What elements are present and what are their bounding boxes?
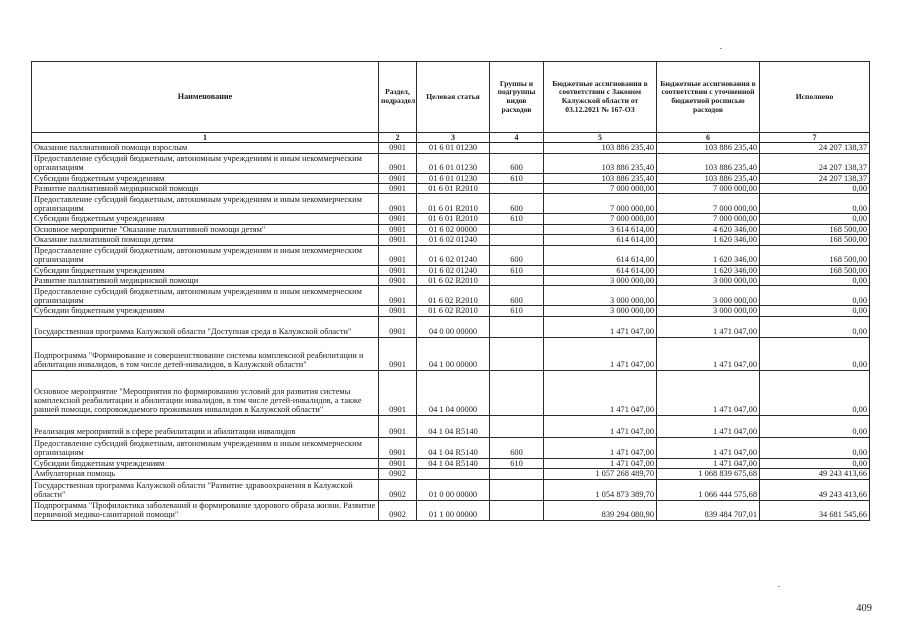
row-expense-group bbox=[490, 276, 544, 286]
row-law-amount: 1 471 047,00 bbox=[544, 370, 657, 415]
header-executed: Исполнено bbox=[760, 62, 870, 133]
column-number: 6 bbox=[657, 133, 760, 143]
row-expense-group bbox=[490, 370, 544, 415]
table-row bbox=[32, 184, 870, 194]
row-section: 0901 bbox=[379, 337, 417, 370]
row-name: Амбулаторная помощь bbox=[32, 469, 379, 479]
table-row bbox=[32, 153, 870, 173]
row-expense-group: 600 bbox=[490, 194, 544, 214]
row-target-article: 01 6 01 R2010 bbox=[417, 194, 490, 214]
row-law-amount: 103 886 235,40 bbox=[544, 153, 657, 173]
column-number-row bbox=[32, 133, 870, 143]
row-section: 0901 bbox=[379, 235, 417, 245]
row-expense-group bbox=[490, 316, 544, 337]
row-law-amount: 1 471 047,00 bbox=[544, 337, 657, 370]
table-header-row bbox=[32, 62, 870, 133]
table-row bbox=[32, 479, 870, 500]
row-executed-amount: 168 500,00 bbox=[760, 245, 870, 265]
row-expense-group: 600 bbox=[490, 245, 544, 265]
row-target-article: 01 6 02 R2010 bbox=[417, 286, 490, 306]
row-executed-amount: 0,00 bbox=[760, 437, 870, 458]
row-name: Подпрограмма "Формирование и совершенствование системы комплексной реабилитации и абилитации инвалидов, в том числе детей-инвалидов, в Калужской области" bbox=[32, 337, 379, 370]
row-section: 0901 bbox=[379, 265, 417, 275]
page-number: 409 bbox=[856, 603, 872, 614]
table-row bbox=[32, 469, 870, 479]
table-row bbox=[32, 265, 870, 275]
row-name: Субсидии бюджетным учреждениям bbox=[32, 173, 379, 183]
row-plan-amount: 3 000 000,00 bbox=[657, 286, 760, 306]
row-executed-amount: 0,00 bbox=[760, 214, 870, 224]
row-executed-amount: 0,00 bbox=[760, 316, 870, 337]
row-expense-group: 610 bbox=[490, 173, 544, 183]
row-law-amount: 3 000 000,00 bbox=[544, 306, 657, 316]
row-expense-group bbox=[490, 224, 544, 234]
row-section: 0901 bbox=[379, 214, 417, 224]
column-number: 3 bbox=[417, 133, 490, 143]
row-law-amount: 3 614 614,00 bbox=[544, 224, 657, 234]
row-section: 0902 bbox=[379, 469, 417, 479]
row-plan-amount: 1 068 839 675,68 bbox=[657, 469, 760, 479]
row-name: Развитие паллиативной медицинской помощи bbox=[32, 276, 379, 286]
row-section: 0902 bbox=[379, 479, 417, 500]
row-executed-amount: 0,00 bbox=[760, 184, 870, 194]
row-target-article: 01 6 01 R2010 bbox=[417, 214, 490, 224]
table-row bbox=[32, 337, 870, 370]
row-name: Предоставление субсидий бюджетным, автономным учреждениям и иным некоммерческим организациям bbox=[32, 153, 379, 173]
scan-speck bbox=[720, 48, 722, 49]
header-name: Наименование bbox=[32, 62, 379, 133]
column-number: 5 bbox=[544, 133, 657, 143]
table-row bbox=[32, 194, 870, 214]
row-target-article: 01 6 02 01240 bbox=[417, 235, 490, 245]
row-plan-amount: 1 620 346,00 bbox=[657, 235, 760, 245]
row-executed-amount: 49 243 413,66 bbox=[760, 469, 870, 479]
row-section: 0901 bbox=[379, 316, 417, 337]
row-plan-amount: 1 066 444 575,68 bbox=[657, 479, 760, 500]
row-executed-amount: 24 207 138,37 bbox=[760, 173, 870, 183]
row-law-amount: 1 057 268 489,70 bbox=[544, 469, 657, 479]
row-executed-amount: 49 243 413,66 bbox=[760, 479, 870, 500]
row-name: Предоставление субсидий бюджетным, автономным учреждениям и иным некоммерческим организациям bbox=[32, 437, 379, 458]
row-expense-group bbox=[490, 184, 544, 194]
row-law-amount: 614 614,00 bbox=[544, 235, 657, 245]
row-plan-amount: 103 886 235,40 bbox=[657, 143, 760, 153]
row-expense-group bbox=[490, 235, 544, 245]
row-law-amount: 3 000 000,00 bbox=[544, 286, 657, 306]
row-expense-group: 600 bbox=[490, 153, 544, 173]
row-target-article: 01 6 02 01240 bbox=[417, 245, 490, 265]
row-section: 0901 bbox=[379, 143, 417, 153]
row-plan-amount: 7 000 000,00 bbox=[657, 214, 760, 224]
table-row bbox=[32, 370, 870, 415]
row-target-article: 04 1 04 R5140 bbox=[417, 415, 490, 437]
row-section: 0901 bbox=[379, 184, 417, 194]
row-plan-amount: 1 471 047,00 bbox=[657, 316, 760, 337]
scan-speck bbox=[778, 586, 780, 587]
row-executed-amount: 34 681 545,66 bbox=[760, 500, 870, 520]
header-section: Раздел, подраздел bbox=[379, 62, 417, 133]
row-plan-amount: 4 620 346,00 bbox=[657, 224, 760, 234]
table-row bbox=[32, 306, 870, 316]
row-target-article bbox=[417, 469, 490, 479]
row-executed-amount: 168 500,00 bbox=[760, 235, 870, 245]
row-target-article: 01 6 01 R2010 bbox=[417, 184, 490, 194]
row-target-article: 04 1 00 00000 bbox=[417, 337, 490, 370]
row-plan-amount: 1 620 346,00 bbox=[657, 265, 760, 275]
row-target-article: 01 6 02 01240 bbox=[417, 265, 490, 275]
table-row bbox=[32, 245, 870, 265]
table-row bbox=[32, 437, 870, 458]
row-target-article: 01 1 00 00000 bbox=[417, 500, 490, 520]
table-row bbox=[32, 458, 870, 468]
row-section: 0901 bbox=[379, 415, 417, 437]
row-expense-group bbox=[490, 415, 544, 437]
header-expense-group: Группы и подгруппы видов расходов bbox=[490, 62, 544, 133]
table-row bbox=[32, 500, 870, 520]
row-target-article: 01 6 02 R2010 bbox=[417, 276, 490, 286]
table-row bbox=[32, 286, 870, 306]
row-executed-amount: 0,00 bbox=[760, 370, 870, 415]
row-target-article: 01 6 01 01230 bbox=[417, 143, 490, 153]
row-plan-amount: 1 620 346,00 bbox=[657, 245, 760, 265]
column-number: 1 bbox=[32, 133, 379, 143]
table-row bbox=[32, 276, 870, 286]
row-expense-group bbox=[490, 337, 544, 370]
row-plan-amount: 1 471 047,00 bbox=[657, 337, 760, 370]
table-row bbox=[32, 415, 870, 437]
row-name: Оказание паллиативной помощи детям bbox=[32, 235, 379, 245]
row-target-article: 01 6 02 00000 bbox=[417, 224, 490, 234]
row-law-amount: 1 471 047,00 bbox=[544, 458, 657, 468]
row-plan-amount: 1 471 047,00 bbox=[657, 415, 760, 437]
row-section: 0901 bbox=[379, 173, 417, 183]
table-body bbox=[32, 143, 870, 520]
row-executed-amount: 0,00 bbox=[760, 276, 870, 286]
row-executed-amount: 0,00 bbox=[760, 458, 870, 468]
row-name: Государственная программа Калужской области "Развитие здравоохранения в Калужской области" bbox=[32, 479, 379, 500]
row-executed-amount: 0,00 bbox=[760, 194, 870, 214]
table-row bbox=[32, 235, 870, 245]
row-executed-amount: 0,00 bbox=[760, 306, 870, 316]
row-executed-amount: 24 207 138,37 bbox=[760, 143, 870, 153]
row-law-amount: 3 000 000,00 bbox=[544, 276, 657, 286]
row-target-article: 01 0 00 00000 bbox=[417, 479, 490, 500]
row-expense-group: 610 bbox=[490, 265, 544, 275]
header-target-article: Целевая статья bbox=[417, 62, 490, 133]
row-target-article: 04 1 04 R5140 bbox=[417, 458, 490, 468]
row-executed-amount: 168 500,00 bbox=[760, 224, 870, 234]
row-executed-amount: 0,00 bbox=[760, 415, 870, 437]
row-name: Предоставление субсидий бюджетным, автономным учреждениям и иным некоммерческим организациям bbox=[32, 245, 379, 265]
row-expense-group: 610 bbox=[490, 306, 544, 316]
row-name: Предоставление субсидий бюджетным, автономным учреждениям и иным некоммерческим организациям bbox=[32, 194, 379, 214]
row-law-amount: 103 886 235,40 bbox=[544, 173, 657, 183]
row-law-amount: 103 886 235,40 bbox=[544, 143, 657, 153]
row-plan-amount: 1 471 047,00 bbox=[657, 458, 760, 468]
row-target-article: 01 6 02 R2010 bbox=[417, 306, 490, 316]
row-plan-amount: 839 484 707,01 bbox=[657, 500, 760, 520]
row-law-amount: 839 294 080,90 bbox=[544, 500, 657, 520]
row-name: Реализация мероприятий в сфере реабилитации и абилитации инвалидов bbox=[32, 415, 379, 437]
row-name: Субсидии бюджетным учреждениям bbox=[32, 306, 379, 316]
row-section: 0901 bbox=[379, 458, 417, 468]
row-law-amount: 1 054 873 389,70 bbox=[544, 479, 657, 500]
row-target-article: 04 1 04 00000 bbox=[417, 370, 490, 415]
row-section: 0901 bbox=[379, 224, 417, 234]
row-section: 0901 bbox=[379, 437, 417, 458]
row-section: 0901 bbox=[379, 276, 417, 286]
row-name: Предоставление субсидий бюджетным, автономным учреждениям и иным некоммерческим организациям bbox=[32, 286, 379, 306]
row-law-amount: 614 614,00 bbox=[544, 265, 657, 275]
row-target-article: 04 0 00 00000 bbox=[417, 316, 490, 337]
row-expense-group: 610 bbox=[490, 214, 544, 224]
row-name: Субсидии бюджетным учреждениям bbox=[32, 265, 379, 275]
row-plan-amount: 3 000 000,00 bbox=[657, 276, 760, 286]
table-row bbox=[32, 224, 870, 234]
row-expense-group: 610 bbox=[490, 458, 544, 468]
row-name: Субсидии бюджетным учреждениям bbox=[32, 214, 379, 224]
row-plan-amount: 103 886 235,40 bbox=[657, 173, 760, 183]
row-law-amount: 1 471 047,00 bbox=[544, 415, 657, 437]
row-target-article: 01 6 01 01230 bbox=[417, 173, 490, 183]
header-plan-allocations: Бюджетные ассигнования в соответствии с уточненной бюджетной росписью расходов bbox=[657, 62, 760, 133]
row-target-article: 01 6 01 01230 bbox=[417, 153, 490, 173]
table-row bbox=[32, 214, 870, 224]
row-expense-group bbox=[490, 143, 544, 153]
row-section: 0901 bbox=[379, 153, 417, 173]
column-number: 4 bbox=[490, 133, 544, 143]
column-number: 2 bbox=[379, 133, 417, 143]
table-row bbox=[32, 173, 870, 183]
row-name: Государственная программа Калужской области "Доступная среда в Калужской области" bbox=[32, 316, 379, 337]
row-executed-amount: 168 500,00 bbox=[760, 265, 870, 275]
row-expense-group bbox=[490, 500, 544, 520]
row-name: Подпрограмма "Профилактика заболеваний и формирование здорового образа жизни. Развитие первичной медико-санитарной помощи" bbox=[32, 500, 379, 520]
row-law-amount: 7 000 000,00 bbox=[544, 184, 657, 194]
table-row bbox=[32, 316, 870, 337]
row-plan-amount: 7 000 000,00 bbox=[657, 194, 760, 214]
row-executed-amount: 24 207 138,37 bbox=[760, 153, 870, 173]
row-name: Оказание паллиативной помощи взрослым bbox=[32, 143, 379, 153]
row-plan-amount: 3 000 000,00 bbox=[657, 306, 760, 316]
row-section: 0901 bbox=[379, 194, 417, 214]
row-law-amount: 1 471 047,00 bbox=[544, 316, 657, 337]
row-name: Основное мероприятие "Мероприятия по формированию условий для развития системы комплексной реабилитации и абилитации инвалидов, в том числе детей-инвалидов, а также ранней помощи, сопровождаемого проживания инвалидов в Калужской области" bbox=[32, 370, 379, 415]
row-law-amount: 614 614,00 bbox=[544, 245, 657, 265]
row-target-article: 04 1 04 R5140 bbox=[417, 437, 490, 458]
row-expense-group: 600 bbox=[490, 286, 544, 306]
row-expense-group bbox=[490, 479, 544, 500]
row-section: 0902 bbox=[379, 500, 417, 520]
row-section: 0901 bbox=[379, 245, 417, 265]
row-law-amount: 7 000 000,00 bbox=[544, 214, 657, 224]
row-expense-group bbox=[490, 469, 544, 479]
budget-sheet bbox=[31, 61, 870, 521]
row-plan-amount: 1 471 047,00 bbox=[657, 370, 760, 415]
row-name: Развитие паллиативной медицинской помощи bbox=[32, 184, 379, 194]
row-name: Субсидии бюджетным учреждениям bbox=[32, 458, 379, 468]
row-executed-amount: 0,00 bbox=[760, 286, 870, 306]
row-plan-amount: 103 886 235,40 bbox=[657, 153, 760, 173]
row-plan-amount: 7 000 000,00 bbox=[657, 184, 760, 194]
row-section: 0901 bbox=[379, 286, 417, 306]
row-plan-amount: 1 471 047,00 bbox=[657, 437, 760, 458]
row-expense-group: 600 bbox=[490, 437, 544, 458]
row-law-amount: 7 000 000,00 bbox=[544, 194, 657, 214]
row-section: 0901 bbox=[379, 370, 417, 415]
header-law-allocations: Бюджетные ассигнования в соответствии с Законом Калужской области от 03.12.2021 № 167-ОЗ bbox=[544, 62, 657, 133]
column-number: 7 bbox=[760, 133, 870, 143]
table-row bbox=[32, 143, 870, 153]
row-name: Основное мероприятие "Оказание паллиативной помощи детям" bbox=[32, 224, 379, 234]
row-executed-amount: 0,00 bbox=[760, 337, 870, 370]
budget-table bbox=[31, 61, 870, 521]
row-section: 0901 bbox=[379, 306, 417, 316]
row-law-amount: 1 471 047,00 bbox=[544, 437, 657, 458]
